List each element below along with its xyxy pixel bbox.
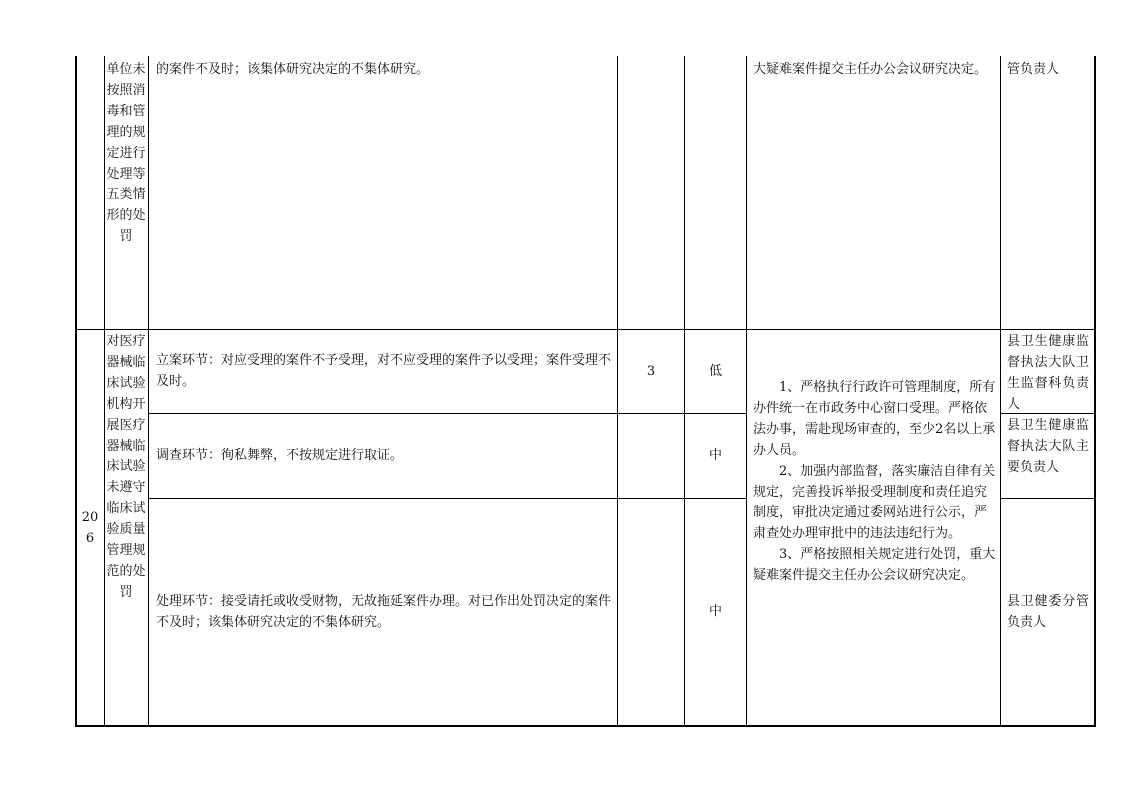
table-border-bottom <box>75 725 1096 727</box>
process-step-handling: 处理环节：接受请托或收受财物，无故拖延案件办理。对已作出处罚决定的案件不及时；该集体研究决定的不集体研究。 <box>156 594 612 630</box>
risk-level: 中 <box>708 604 722 619</box>
process-step-investigation: 调查环节：徇私舞弊，不按规定进行取证。 <box>156 448 404 463</box>
risk-level: 中 <box>708 448 722 463</box>
measure-item: 1、严格执行行政许可管理制度，所有办件统一在市政务中心窗口受理。严格依法办事，需赴现场审查的，至少2名以上承办人员。 <box>753 380 996 458</box>
table-border-left <box>75 56 77 726</box>
risk-score: 3 <box>646 364 656 379</box>
responsible-person: 县卫健委分管负责人 <box>1007 594 1089 630</box>
measure-item: 2、加强内部监督，落实廉洁自律有关规定，完善投诉举报受理制度和责任追究制度，审批决定通过委网站进行公示，严肃查处办理审批中的违法违纪行为。 <box>753 463 996 542</box>
prev-measure-text: 大疑难案件提交主任办公会议研究决定。 <box>753 62 988 77</box>
item-name: 对医疗器械临床试验机构开展医疗器械临床试验未遵守临床试验质量管理规范的处罚 <box>106 334 146 600</box>
prev-item-name: 单位未按照消毒和管理的规定进行处理等五类情形的处罚 <box>106 62 146 245</box>
measure-item: 3、严格按照相关规定进行处罚，重大疑难案件提交主任办公会议研究决定。 <box>753 547 996 584</box>
row-number: 206 <box>81 510 99 546</box>
table-grid-line <box>148 56 149 726</box>
prev-responsible-text: 管负责人 <box>1007 62 1060 77</box>
responsible-person: 县卫生健康监督执法大队卫生监督科负责人 <box>1007 334 1089 412</box>
process-step-filing: 立案环节：对应受理的案件不予受理，对不应受理的案件予以受理；案件受理不及时。 <box>156 353 612 389</box>
step-separator <box>148 413 746 414</box>
table-grid-line <box>1000 56 1001 726</box>
table-grid-line <box>746 56 747 726</box>
table-grid-line <box>617 56 618 726</box>
responsible-person: 县卫生健康监督执法大队主要负责人 <box>1007 418 1089 475</box>
risk-level: 低 <box>708 364 722 379</box>
table-border-right <box>1094 56 1096 726</box>
table-grid-line <box>684 56 685 726</box>
row-separator <box>75 329 1096 330</box>
responsible-separator <box>1000 498 1096 499</box>
prevention-measures <box>753 378 996 587</box>
prev-process-text: 的案件不及时；该集体研究决定的不集体研究。 <box>156 62 430 77</box>
step-separator <box>148 498 746 499</box>
